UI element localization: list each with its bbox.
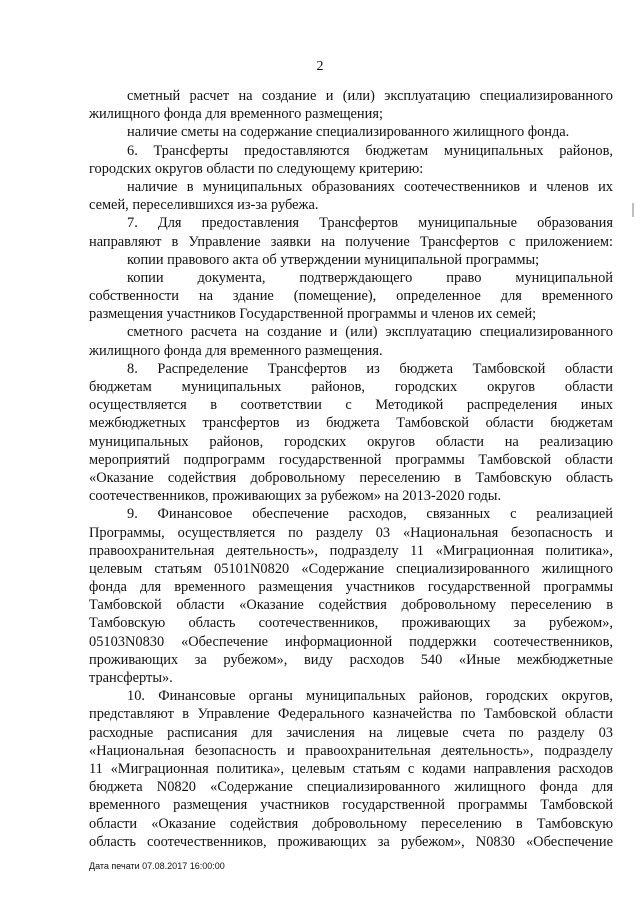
text-line: жилищного фонда для временного размещения; <box>89 106 383 123</box>
text-line: жилищного фонда для временного размещения. <box>89 342 383 359</box>
text-line: бюджетам муниципальных районов, городских округов области <box>89 379 613 395</box>
text-line: городских округов области по следующему критерию: <box>89 160 424 177</box>
page-number: 2 <box>316 59 324 74</box>
text-line: целевым статьям 05101N0820 «Содержание специализированного жилищного <box>89 560 613 577</box>
text-line: наличие сметы на содержание специализированного жилищного фонда. <box>127 124 570 141</box>
text-line: 05103N0830 «Обеспечение информационной поддержки соотечественников, <box>89 633 613 650</box>
text-line: бюджета N0820 «Содержание специализированного жилищного фонда для <box>89 779 613 796</box>
text-line: межбюджетных трансфертов из бюджета Тамбовской области бюджетам <box>89 415 613 432</box>
text-line: трансферты». <box>89 670 173 686</box>
text-line: сметный расчет на создание и (или) эксплуатацию специализированного <box>127 88 613 104</box>
text-line: область соотечественников, проживающих за рубежом», N0830 «Обеспечение <box>89 833 613 850</box>
text-line: 7. Для предоставления Трансфертов муниципальные образования <box>127 215 613 232</box>
text-line: проживающих за рубежом», виду расходов 540 «Иные межбюджетные <box>89 651 613 668</box>
text-line: копии документа, подтверждающего право муниципальной <box>127 269 613 286</box>
text-line: 11 «Миграционная политика», целевым статьям с кодами направления расходов <box>89 760 613 777</box>
text-line: правоохранительная деятельность», подразделу 11 «Миграционная политика», <box>89 542 613 559</box>
text-line: копии правового акта об утверждении муниципальной программы; <box>127 251 540 268</box>
text-line: «Оказание содействия добровольному переселению в Тамбовскую область <box>89 469 613 486</box>
text-line: сметного расчета на создание и (или) эксплуатацию специализированного <box>127 324 613 341</box>
text-line: размещения участников Государственной программы и членов их семей; <box>89 306 537 323</box>
text-line: направляют в Управление заявки на получение Трансфертов с приложением: <box>89 233 613 250</box>
text-line: собственности на здание (помещение), определенное для временного <box>89 288 613 305</box>
text-line: соотечественников, проживающих за рубежом» на 2013-2020 годы. <box>89 488 502 505</box>
text-line: Тамбовскую область соотечественников, проживающих за рубежом», <box>89 615 613 632</box>
text-line: 8. Распределение Трансфертов из бюджета Тамбовской области <box>127 360 613 377</box>
text-line: фонда для временного размещения участников государственной программы <box>89 579 613 596</box>
text-line: осуществляется в соответствии с Методикой распределения иных <box>89 397 613 414</box>
document-body <box>89 87 613 851</box>
text-line: 6. Трансферты предоставляются бюджетам муниципальных районов, <box>127 142 613 159</box>
text-line: 9. Финансовое обеспечение расходов, связанных с реализацией <box>127 506 613 523</box>
print-date-footer: Дата печати 07.08.2017 16:00:00 <box>89 861 225 871</box>
text-line: семей, переселившихся из-за рубежа. <box>89 197 319 214</box>
text-line: Тамбовской области «Оказание содействия добровольному переселению в <box>89 597 613 614</box>
text-line: временного размещения участников государственной программы Тамбовской <box>89 797 613 814</box>
text-line: наличие в муниципальных образованиях соотечественников и членов их <box>127 178 613 195</box>
text-line: области «Оказание содействия добровольному переселению в Тамбовскую <box>89 815 613 832</box>
text-line: мероприятий подпрограмм государственной программы Тамбовской области <box>89 451 613 468</box>
text-line: Программы, осуществляется по разделу 03 «Национальная безопасность и <box>89 524 613 541</box>
text-line: представляют в Управление Федерального казначейства по Тамбовской области <box>89 706 613 723</box>
text-line: муниципальных районов, городских округов области на реализацию <box>89 433 613 450</box>
text-line: «Национальная безопасность и правоохранительная деятельность», подразделу <box>89 742 613 759</box>
text-line: 10. Финансовые органы муниципальных районов, городских округов, <box>127 688 613 705</box>
scan-mark <box>632 203 634 217</box>
text-line: расходные расписания для зачисления на лицевые счета по разделу 03 <box>89 724 613 741</box>
